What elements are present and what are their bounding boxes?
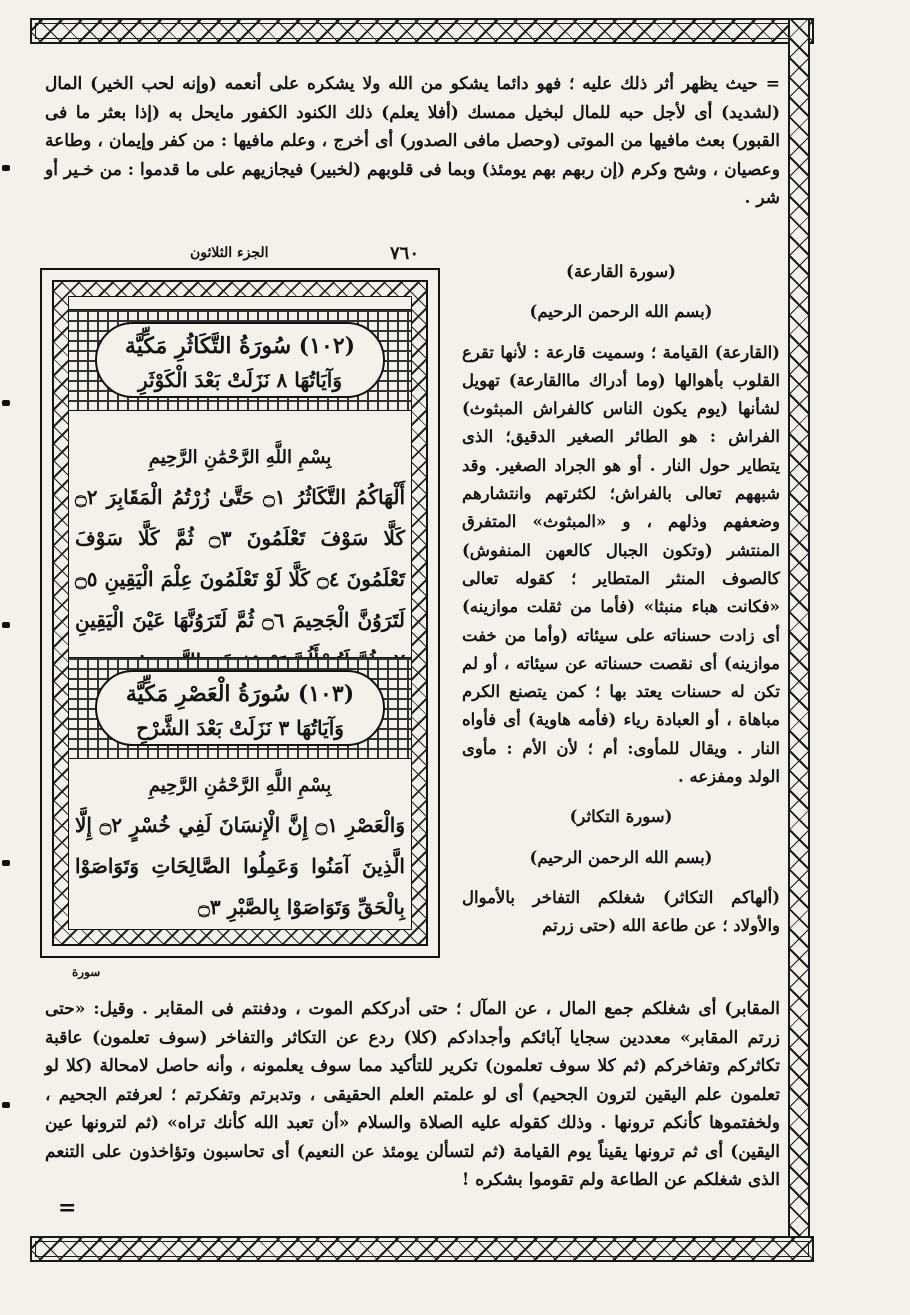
- quran-text-panel: [40, 268, 440, 958]
- bottom-ornament-border: [30, 1236, 814, 1262]
- end-mark: =: [58, 1195, 77, 1221]
- basmala: بِسْمِ اللَّهِ الرَّحْمَٰنِ الرَّحِيمِ: [148, 775, 332, 796]
- commentary-top-paragraph: = حيث يظهر أثر ذلك عليه ؛ فهو دائما يشكو من الله ولا يشكره على أنعمه (وإنه لحب الخير) المال (لشديد) أى لأجل حبه للمال لبخيل ممسك (أفلا يعلم) ذلك الكنود الكفور مايحل به (إذا بعثر ما فى القبور) بعث مافيها من الموتى (وحصل مافى الصدور) أى أخرج ، وعلم مافيها : من كفر وإيمان ، وطاعة وعصيان ، وشح وكرم (إن ربهم بهم يومئذ) وبما فى قلوبهم (لخبير) فيجازيهم على ما قدموا : من خـير أو شر .: [45, 74, 780, 208]
- panel-text-area: [68, 296, 412, 930]
- top-ornament-border: [30, 18, 814, 44]
- basmala-heading: (بسم الله الرحمن الرحيم): [529, 847, 713, 867]
- surah-title: (١٠٢) سُورَةُ التَّكَاثُرِ مَكِّيَّة: [124, 333, 356, 359]
- edge-mark: [2, 622, 10, 628]
- ayat-asr: وَالْعَصْرِ ۝١ إِنَّ الْإِنسَانَ لَفِي خُسْرٍ ۝٢ إِلَّا الَّذِينَ آمَنُوا وَعَمِلُوا الصَّالِحَاتِ وَتَوَاصَوْا بِالْحَقِّ وَتَوَاصَوْا بِالصَّبْرِ ۝٣: [75, 813, 405, 919]
- edge-mark: [2, 400, 10, 406]
- surah-heading: (سورة القارعة): [566, 262, 676, 281]
- catchword: سورة: [72, 965, 101, 979]
- commentary-qariah: (القارعة) القيامة ؛ وسميت قارعة : لأنها تقرع القلوب بأهوالها (وما أدراك ماالقارعة) تهويل لشأنها (يوم يكون الناس كالفراش المبثوث) الفراش : هو الطائر الصغير الدقيق؛ الذى يتطاير حول النار . أو هو الجراد الصغير. وقد شبههم تعالى بالفراش؛ لكثرتهم وانتشارهم وضعفهم وذلهم ، و «المبثوث» المتفرق المنتشر (وتكون الجبال كالعهن المنفوش) كالصوف المنثر المتطاير ؛ كقوله تعالى «فكانت هباء منبثا» (فأما من ثقلت موازينه) أى زادت حسناته على سيئاته (وأما من خفت موازينه) أى نقصت حسناته عن سيئاته ، أو لم تكن له حسنات يعتد بها ؛ كمن يتصنع الكرم مباهاة ، أو العبادة رياء (فأمه هاوية) أى فأواه النار . ويقال للمأوى: أم ؛ لأن الأم : مأوى الولد ومفزعه .: [462, 342, 780, 787]
- surah-header-takathur: [69, 309, 411, 411]
- surah-header-asr: [69, 657, 411, 759]
- quran-page-header: [40, 243, 445, 265]
- edge-mark: [2, 165, 10, 171]
- surah-heading: (سورة التكاثر): [569, 807, 673, 827]
- basmala-heading: (بسم الله الرحمن الرحيم): [529, 302, 713, 322]
- commentary-takathur-start: (ألهاكم التكاثر) شغلكم التفاخر بالأموال والأولاد ؛ عن طاعة الله (حتى زرتم: [462, 887, 780, 936]
- juz-label: الجزء الثلاثون: [190, 245, 269, 261]
- edge-mark: [2, 1102, 10, 1108]
- surah-cartouche: [95, 322, 385, 398]
- panel-ornament-frame: [52, 280, 428, 946]
- basmala: بِسْمِ اللَّهِ الرَّحْمَٰنِ الرَّحِيمِ: [148, 447, 332, 468]
- ayat-takathur: أَلْهَاكُمُ التَّكَاثُرُ ۝١ حَتَّىٰ زُرْتُمُ الْمَقَابِرَ ۝٢ كَلَّا سَوْفَ تَعْلَمُونَ ۝٣ ثُمَّ كَلَّا سَوْفَ تَعْلَمُونَ ۝٤ كَلَّا لَوْ تَعْلَمُونَ عِلْمَ الْيَقِينِ ۝٥ لَتَرَوُنَّ الْجَحِيمَ ۝٦ ثُمَّ لَتَرَوُنَّهَا عَيْنَ الْيَقِينِ: [75, 485, 405, 632]
- right-ornament-border: [788, 18, 810, 1258]
- surah-info: وَآيَاتُهَا ٣ نَزَلَتْ بَعْدَ الشَّرْحِ: [136, 716, 344, 740]
- surah-cartouche: [95, 670, 385, 746]
- edge-mark: [2, 860, 10, 866]
- commentary-right-column: [462, 258, 780, 941]
- page-number: ٧٦٠: [390, 243, 420, 264]
- commentary-bottom-paragraph: المقابر) أى شغلكم جمع المال ، عن المآل ؛ حتى أدرككم الموت ، ودفنتم فى المقابر . وقيل: «حتى زرتم المقابر» معددين سجايا آبائكم وأجدادكم (كلا) ردع عن التكاثر والتفاخر (سوف تعلمون) عاقبة تكاثركم وتفاخركم (ثم كلا سوف تعلمون) تكرير للتأكيد مما سوف يعلمونه ، وأنه حاصل لامحالة (كلا لو تعلمون علم اليقين لترون الجحيم) أى لو علمتم العلم الحقيقى ، وتدبرتم وتفكرتم ؛ لعرفتم الجحيم ، ولخفتموها كأنكم ترونها . وذلك كقوله عليه الصلاة والسلام «أن تعبد الله كأنك تراه» (ثم لترونها عين اليقين) أى ثم ترونها يقيناً يوم القيامة (ثم لتسألن يومئذ عن النعيم) أى تحاسبون وتؤاخذون على التنعم الذى شغلكم عن الطاعة ولم تقوموا بشكره !: [45, 999, 780, 1190]
- surah-info: وَآيَاتُهَا ٨ نَزَلَتْ بَعْدَ الْكَوْثَرِ: [137, 368, 343, 392]
- surah-title: (١٠٣) سُورَةُ الْعَصْرِ مَكِّيَّة: [125, 681, 355, 707]
